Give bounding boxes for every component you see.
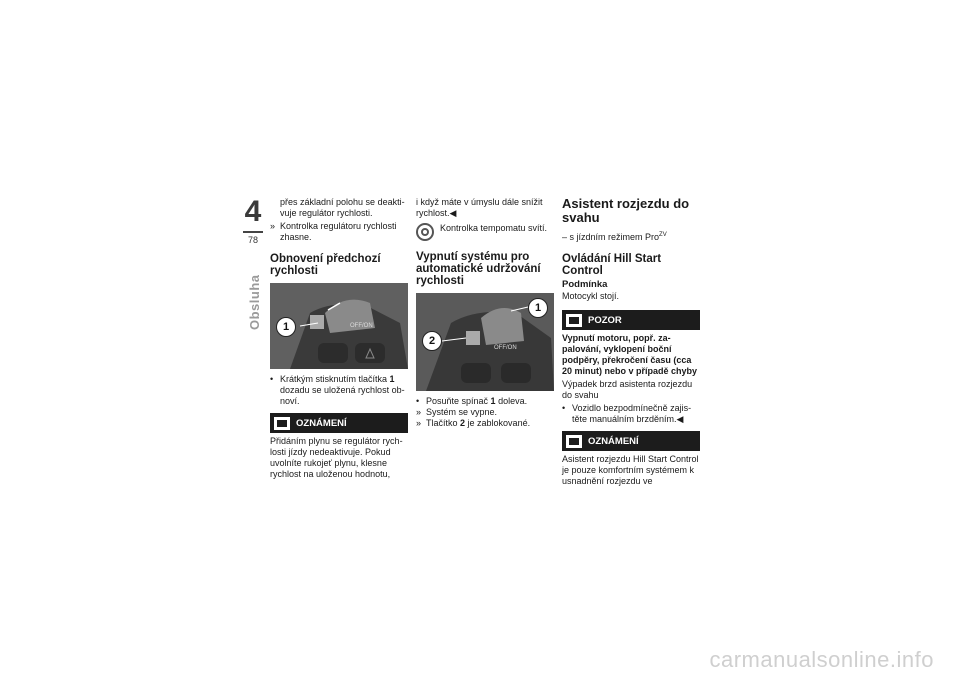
watermark: carmanualsonline.info <box>709 647 934 672</box>
notice-banner <box>270 413 408 433</box>
column-2 <box>416 197 554 429</box>
subsection-heading: Ovládání Hill Start Control <box>562 253 662 277</box>
notice-label: OZNÁMENÍ <box>296 417 347 429</box>
result-item: » Systém se vypne. <box>416 407 554 418</box>
warning-label: POZOR <box>588 314 622 326</box>
chapter-tab <box>243 197 263 245</box>
warning-bullet: • Vozidlo bezpodmínečně zajistěte manuálním brzděním.◀ <box>562 403 700 425</box>
result-item: » Kontrolka regulátoru rychlosti zhasne. <box>270 221 408 243</box>
bullet-item <box>416 396 554 407</box>
chapter-number: 4 <box>244 195 262 228</box>
warning-bold-text: Vypnutí motoru, popř. zapalování, vyklopení boční podpěry, překročení času (cca 20 minut) nebo v případě chyby <box>562 333 698 376</box>
continued-text: i když máte v úmyslu dále snížit rychlost.◀ <box>416 197 543 218</box>
column-3 <box>562 197 700 489</box>
section-heading: Asistent rozjezdu do svahu <box>562 196 690 225</box>
notice-banner <box>562 431 700 451</box>
result-text: Tlačítko <box>426 418 461 428</box>
bullet-ref: 1 <box>490 396 496 406</box>
handlebar-photo <box>270 283 408 369</box>
callout-1: 1 <box>528 298 548 318</box>
indicator-text: Kontrolka tempomatu svítí. <box>440 223 548 233</box>
bullet-text: Posuňte spínač <box>426 396 491 406</box>
bullet-ref: 1 <box>389 374 395 384</box>
warning-banner <box>562 310 700 330</box>
condition-heading: Podmínka <box>562 279 608 290</box>
mode-superscript: ZV <box>659 232 667 238</box>
warning-hand-icon <box>566 314 582 327</box>
bullet-text: doleva. <box>495 396 528 406</box>
callout-1: 1 <box>276 317 296 337</box>
bullet-text: Krátkým stisknutím tlačítka <box>280 374 390 384</box>
mode-text: – s jízdním režimem Pro <box>562 232 660 242</box>
divider <box>243 231 263 233</box>
cruise-control-lamp-icon <box>416 223 434 241</box>
result-text: je zablokované. <box>465 418 531 428</box>
condition-text: Motocykl stojí. <box>562 291 620 301</box>
callout-2: 2 <box>422 331 442 351</box>
off-on-label: OFF/ON <box>494 345 517 351</box>
mode-line <box>562 230 700 243</box>
warning-text: Výpadek brzd asistenta rozjezdu do svahu <box>562 379 693 400</box>
indicator-row <box>416 223 554 241</box>
result-ref: 2 <box>460 418 466 428</box>
intro-text: přes základní polohu se deaktivuje regulátor rychlosti. <box>280 197 405 218</box>
notice-hand-icon <box>566 435 582 448</box>
notice-text: Asistent rozjezdu Hill Start Control je pouze komfortním systémem k usnadnění rozjezdu ve <box>562 454 699 486</box>
column-1 <box>270 197 408 482</box>
result-item <box>416 418 554 429</box>
bullet-text: dozadu se uložená rychlost obnoví. <box>280 385 405 406</box>
notice-label: OZNÁMENÍ <box>588 435 639 447</box>
section-title-vertical: Obsluha <box>247 274 262 330</box>
notice-hand-icon <box>274 417 290 430</box>
off-on-label: OFF/ON <box>350 323 373 329</box>
section-heading: Obnovení předchozí rychlosti <box>270 253 381 277</box>
bullet-item <box>270 374 408 407</box>
page-number: 78 <box>247 235 258 245</box>
section-heading: Vypnutí systému pro automatické udržování rychlosti <box>416 251 541 287</box>
handlebar-photo <box>416 293 554 391</box>
notice-text: Přidáním plynu se regulátor rychlosti jízdy nedeaktivuje. Pokud uvolníte rukojeť plynu, klesne rychlost na uloženou hodnotu, <box>270 436 403 479</box>
